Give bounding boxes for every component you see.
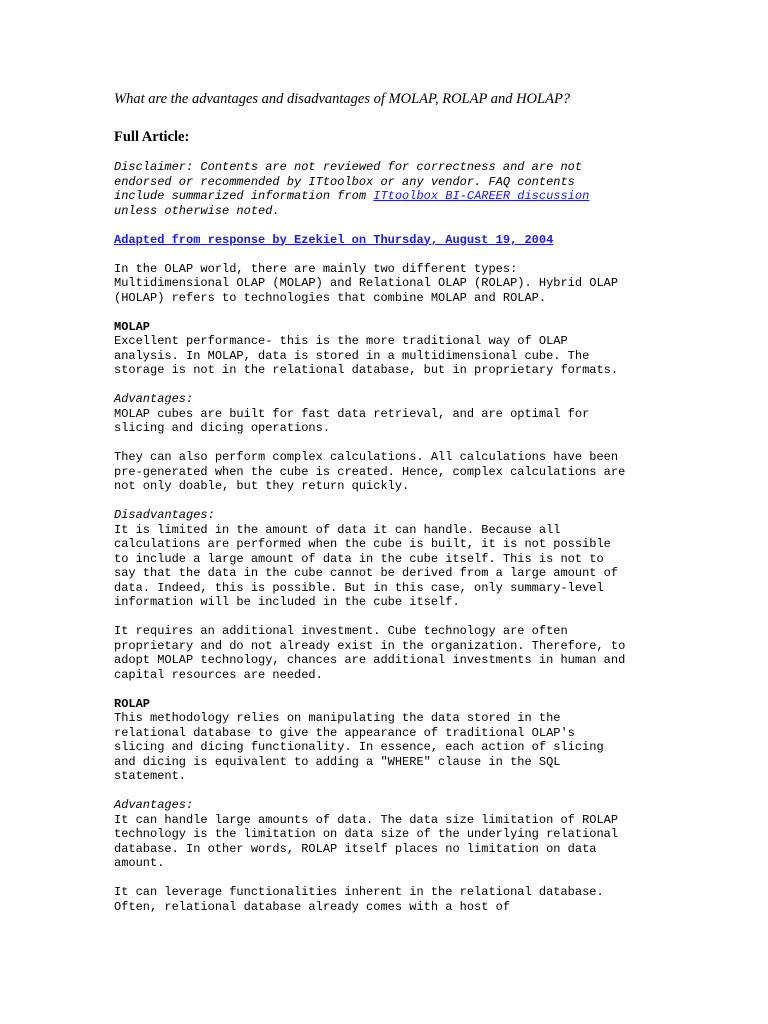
full-article-label: Full Article:	[114, 129, 190, 145]
rolap-heading: ROLAP	[114, 696, 151, 711]
molap-description: Excellent performance- this is the more traditional way of OLAP analysis. In MOLAP, data is stored in a multidimensional cube. The storage is not in the relational database, but in proprietary formats.	[114, 334, 619, 377]
rolap-description: This methodology relies on manipulating the data stored in the relational database to give the appearance of traditional OLAP's slicing and dicing functionality. In essence, each action of slicing and dicing is equivalent to adding a "WHERE" clause in the SQL statement.	[114, 711, 604, 783]
molap-advantages-p2: They can also perform complex calculations. All calculations have been pre-generated when the cube is created. Hence, complex calculations are not only doable, but they return quickly.	[114, 450, 626, 493]
disclaimer-line-3: include summarized information from	[114, 189, 374, 203]
molap-heading: MOLAP	[114, 319, 151, 334]
rolap-advantages-p1: It can handle large amounts of data. The data size limitation of ROLAP technology is the limitation on data size of the underlying relational database. In other words, ROLAP itself places no limitation on data amount.	[114, 812, 619, 870]
molap-disadvantages-p1: It is limited in the amount of data it can handle. Because all calculations are performed when the cube is built, it is not possible to include a large amount of data in the cube itself. This is not to say that the data in the cube cannot be derived from a large amount of data. Indeed, this is possible. But in this case, only summary-level information will be included in the cube itself.	[114, 522, 619, 609]
disclaimer-line-1: Disclaimer: Contents are not reviewed for correctness and are not	[114, 160, 583, 174]
document-page	[114, 90, 659, 914]
rolap-advantages-label: Advantages:	[114, 798, 194, 812]
adapted-from-link[interactable]: Adapted from response by Ezekiel on Thursday, August 19, 2004	[114, 232, 554, 247]
rolap-advantages-p2: It can leverage functionalities inherent in the relational database. Often, relational database already comes with a host of	[114, 885, 604, 914]
disclaimer	[114, 160, 659, 218]
ittoolbox-discussion-link[interactable]: ITtoolbox BI-CAREER discussion	[373, 189, 590, 203]
molap-advantages-label: Advantages:	[114, 392, 194, 406]
molap-disadvantages-p2: It requires an additional investment. Cube technology are often proprietary and do not already exist in the organization. Therefore, to adopt MOLAP technology, chances are additional investments in human and capital resources are needed.	[114, 624, 626, 682]
molap-advantages-p1: MOLAP cubes are built for fast data retrieval, and are optimal for slicing and dicing operations.	[114, 406, 590, 435]
disclaimer-line-2: endorsed or recommended by ITtoolbox or any vendor. FAQ contents	[114, 174, 575, 189]
article-title: What are the advantages and disadvantages of MOLAP, ROLAP and HOLAP?	[114, 91, 571, 107]
intro-paragraph: In the OLAP world, there are mainly two different types: Multidimensional OLAP (MOLAP) and Relational OLAP (ROLAP). Hybrid OLAP (HOLAP) refers to technologies that combine MOLAP and ROLAP.	[114, 261, 619, 305]
molap-disadvantages-label: Disadvantages:	[114, 508, 215, 522]
disclaimer-line-4: unless otherwise noted.	[114, 203, 280, 218]
